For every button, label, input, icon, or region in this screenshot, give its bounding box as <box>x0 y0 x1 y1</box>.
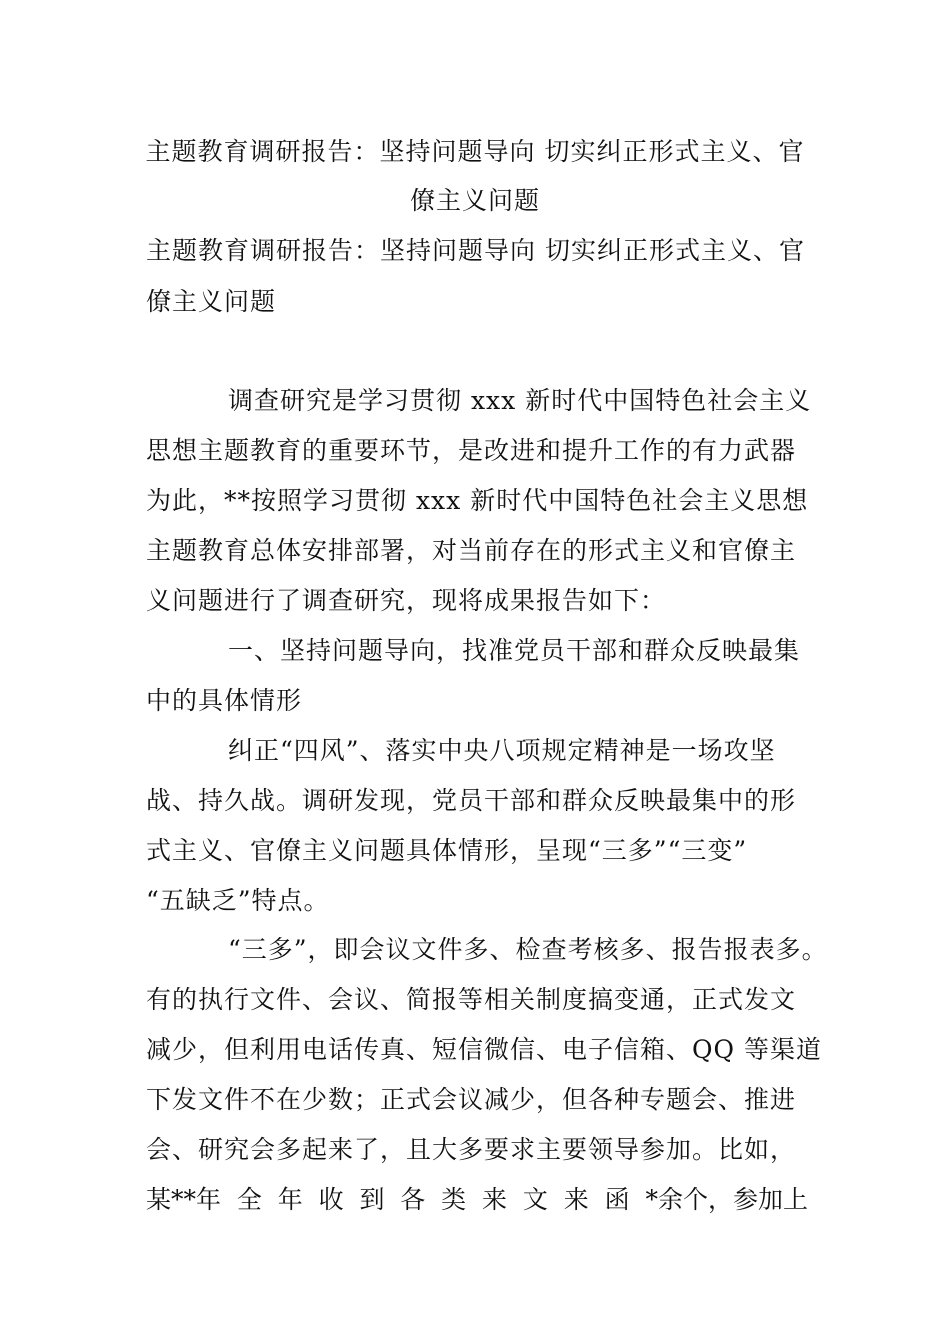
title-line-2: 僚主义问题 <box>409 186 540 215</box>
body-line-14: 减少，但利用电话传真、短信微信、电子信箱、QQ 等渠道 <box>146 1035 822 1064</box>
spread-token: 类 <box>441 1185 467 1214</box>
spread-token: 文 <box>522 1185 548 1214</box>
subtitle-line-2: 僚主义问题 <box>146 287 277 316</box>
spread-token: 到 <box>359 1185 385 1214</box>
body-line-13: 有的执行文件、会议、简报等相关制度搞变通，正式发文 <box>146 985 797 1014</box>
spread-token: 来 <box>482 1185 508 1214</box>
spread-token: 收 <box>318 1185 344 1214</box>
body-line-9: 战、持久战。调研发现，党员干部和群众反映最集中的形 <box>146 786 797 815</box>
body-line-10: 式主义、官僚主义问题具体情形，呈现“三多”“三变” <box>146 836 748 865</box>
spread-token: 函 <box>604 1185 630 1214</box>
body-line-12: “三多”，即会议文件多、检查考核多、报告报表多。 <box>228 935 828 964</box>
body-line-3: 为此，**按照学习贯彻 xxx 新时代中国特色社会主义思想 <box>146 486 809 515</box>
body-line-4: 主题教育总体安排部署，对当前存在的形式主义和官僚主 <box>146 536 797 565</box>
spread-token: *余个，参加上 <box>645 1185 808 1214</box>
section-heading-line-2: 中的具体情形 <box>146 686 303 715</box>
spread-token: 年 <box>277 1185 303 1214</box>
spread-token: 来 <box>563 1185 589 1214</box>
body-line-5: 义问题进行了调查研究，现将成果报告如下： <box>146 586 667 615</box>
spread-token: 各 <box>400 1185 426 1214</box>
title-line-1: 主题教育调研报告：坚持问题导向 切实纠正形式主义、官 <box>145 137 805 166</box>
body-line-16: 会、研究会多起来了，且大多要求主要领导参加。比如， <box>146 1135 797 1164</box>
section-heading-line-1: 一、坚持问题导向，找准党员干部和群众反映最集 <box>228 636 801 665</box>
body-line-1: 调查研究是学习贯彻 xxx 新时代中国特色社会主义 <box>228 386 812 415</box>
spread-token: 某**年 <box>146 1185 222 1214</box>
subtitle-line-1: 主题教育调研报告：坚持问题导向 切实纠正形式主义、官 <box>146 236 805 265</box>
body-line-2: 思想主题教育的重要环节，是改进和提升工作的有力武器 <box>146 436 797 465</box>
body-line-17 <box>146 1185 808 1215</box>
body-line-8: 纠正“四风”、落实中央八项规定精神是一场攻坚 <box>228 736 776 765</box>
body-line-11: “五缺乏”特点。 <box>146 886 330 915</box>
body-line-15: 下发文件不在少数；正式会议减少，但各种专题会、推进 <box>146 1085 797 1114</box>
spread-token: 全 <box>236 1185 262 1214</box>
